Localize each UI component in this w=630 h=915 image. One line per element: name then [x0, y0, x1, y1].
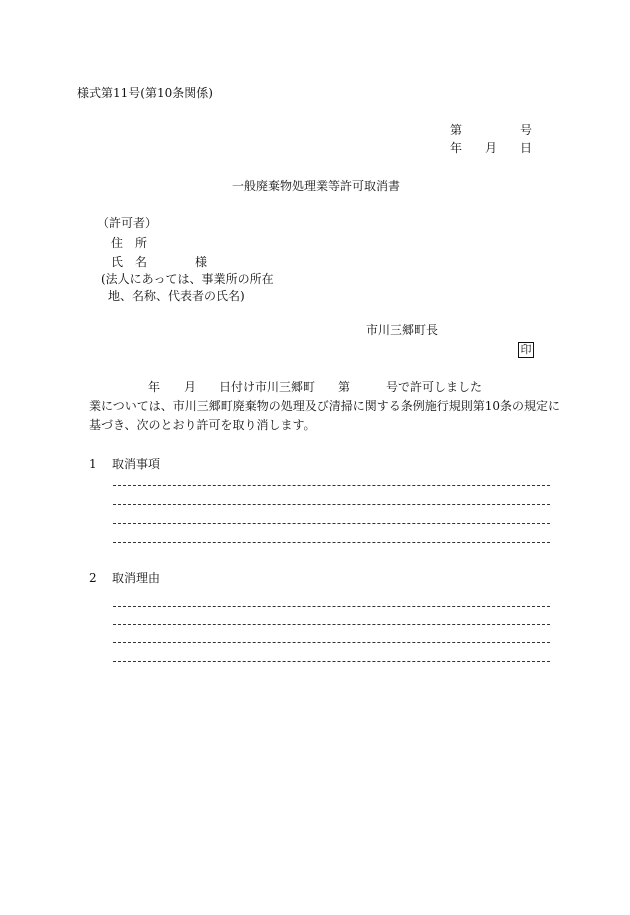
date-year: 年: [450, 141, 463, 155]
doc-number-go: 号: [520, 123, 533, 137]
section-2-blank-line: [113, 661, 550, 662]
body-dated: 日付け市川三郷町: [219, 380, 316, 394]
section-1-blank-line: [113, 542, 550, 543]
section-1-label: 取消事項: [112, 457, 161, 471]
date-month: 月: [485, 141, 498, 155]
form-number: 様式第11号(第10条関係): [77, 86, 213, 100]
name-label: 氏 名: [111, 255, 148, 269]
body-year: 年: [148, 380, 161, 394]
date-day: 日: [520, 141, 533, 155]
document-title: 一般廃棄物処理業等許可取消書: [232, 179, 401, 193]
body-line2: 業については、市川三郷町廃棄物の処理及び清掃に関する条例施行規則第10条の規定に: [89, 399, 561, 413]
section-2-label: 取消理由: [112, 571, 161, 585]
section-1-blank-line: [113, 485, 550, 486]
section-2-number: 2: [89, 571, 97, 585]
body-line3: 基づき、次のとおり許可を取り消します。: [89, 418, 316, 432]
section-1-number: 1: [89, 457, 97, 471]
body-line1-end: 号で許可しました: [386, 380, 483, 394]
corporate-note-line2: 地、名称、代表者の氏名): [108, 289, 245, 303]
body-dai: 第: [338, 380, 351, 394]
section-2-blank-line: [113, 606, 550, 607]
doc-number-dai: 第: [450, 123, 463, 137]
section-1-blank-line: [113, 504, 550, 505]
seal-mark: 印: [518, 342, 534, 358]
section-1-blank-line: [113, 523, 550, 524]
address-label: 住 所: [111, 236, 148, 250]
body-month: 月: [184, 380, 197, 394]
corporate-note-line1: (法人にあっては、事業所の所在: [101, 272, 274, 286]
section-2-blank-line: [113, 624, 550, 625]
honorific: 様: [195, 255, 208, 269]
section-2-blank-line: [113, 642, 550, 643]
issuer-name: 市川三郷町長: [366, 323, 439, 337]
recipient-heading: （許可者）: [97, 216, 158, 230]
